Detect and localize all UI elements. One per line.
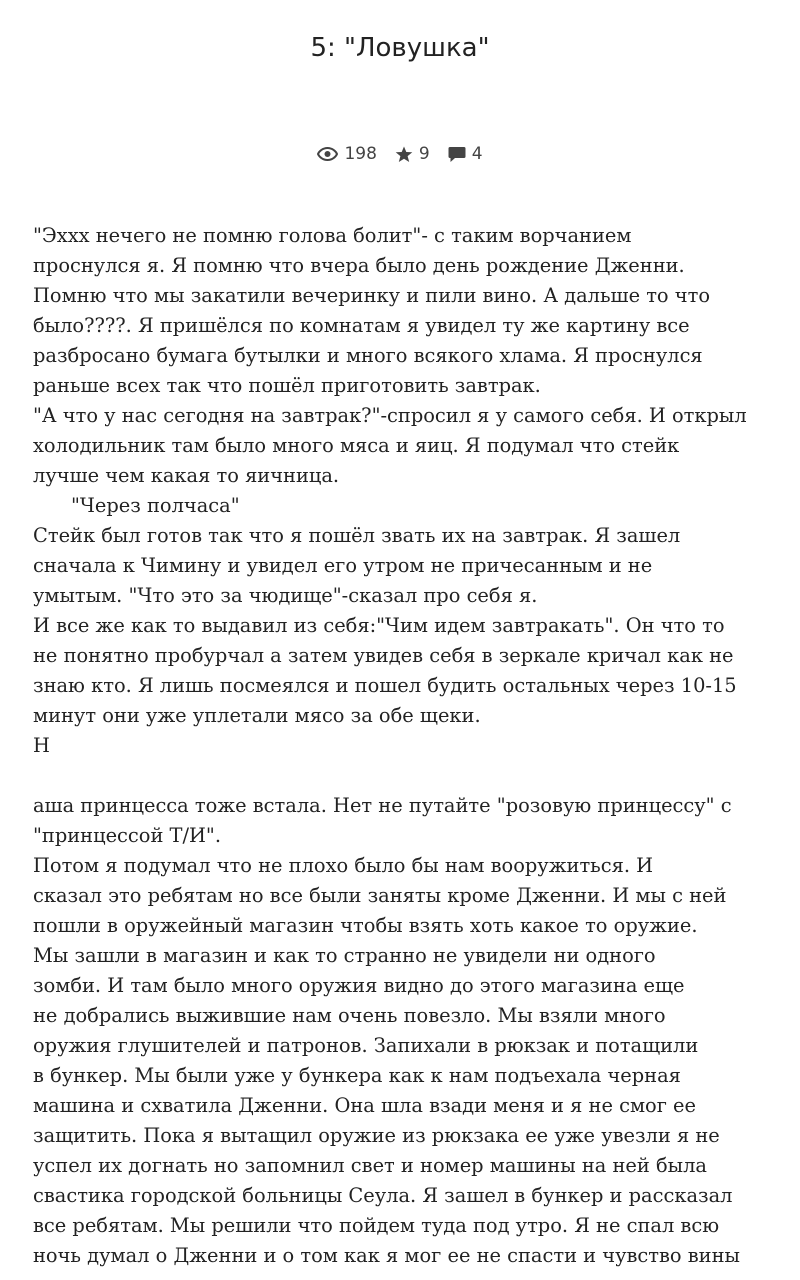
- story-blank-line: [33, 761, 773, 791]
- comments-stat: [448, 144, 483, 164]
- story-line: зомби. И там было много оружия видно до этого магазина еще: [33, 974, 685, 997]
- story-line: оружия глушителей и патронов. Запихали в рюкзак и потащили: [33, 1034, 699, 1057]
- votes-stat: [395, 144, 430, 164]
- story-line: аша принцесса тоже встала. Нет не путайте "розовую принцессу" с: [33, 794, 732, 817]
- story-line: не добрались выжившие нам очень повезло. Мы взяли много: [33, 1004, 666, 1027]
- story-line: знаю кто. Я лишь посмеялся и пошел будить остальных через 10-15: [33, 674, 737, 697]
- story-line: "Через полчаса": [71, 494, 240, 517]
- story-line: Стейк был готов так что я пошёл звать их на завтрак. Я зашел: [33, 524, 681, 547]
- star-icon: [395, 146, 413, 163]
- story-line: лучше чем какая то яичница.: [33, 464, 340, 487]
- votes-count: 9: [418, 144, 430, 164]
- story-line: холодильник там было много мяса и яиц. Я подумал что стейк: [33, 434, 680, 457]
- story-line: проснулся я. Я помню что вчера было день рождение Дженни.: [33, 254, 685, 277]
- story-line: Потом я подумал что не плохо было бы нам вооружиться. И: [33, 854, 654, 877]
- story-line: свастика городской больницы Сеула. Я зашел в бункер и рассказал: [33, 1184, 733, 1207]
- story-line: разбросано бумага бутылки и много всякого хлама. Я проснулся: [33, 344, 703, 367]
- story-line: машина и схватила Дженни. Она шла взади меня и я не смог ее: [33, 1094, 696, 1117]
- story-line: сначала к Чимину и увидел его утром не причесанным и не: [33, 554, 653, 577]
- eye-icon: [317, 147, 338, 161]
- story-line: Помню что мы закатили вечеринку и пили вино. А дальше то что: [33, 284, 710, 307]
- views-count: 198: [344, 144, 377, 164]
- story-line: ночь думал о Дженни и о том как я мог ее не спасти и чувство вины: [33, 1244, 740, 1267]
- views-stat: [317, 144, 376, 164]
- story-line: "Эххх нечего не помню голова болит"- с таким ворчанием: [33, 224, 632, 247]
- story-line: "А что у нас сегодня на завтрак?"-спросил я у самого себя. И открыл: [33, 404, 747, 427]
- story-line: в бункер. Мы были уже у бункера как к нам подъехала черная: [33, 1064, 681, 1087]
- story-line: раньше всех так что пошёл приготовить завтрак.: [33, 374, 541, 397]
- story-line: умытым. "Что это за чюдище"-сказал про себя я.: [33, 584, 538, 607]
- story-line: Н: [33, 734, 50, 757]
- story-line: пошли в оружейный магазин чтобы взять хоть какое то оружие.: [33, 914, 698, 937]
- story-line: не понятно пробурчал а затем увидев себя в зеркале кричал как не: [33, 644, 734, 667]
- chapter-stats: [0, 144, 800, 164]
- story-line: И все же как то выдавил из себя:"Чим идем завтракать". Он что то: [33, 614, 725, 637]
- story-line: "принцессой Т/И".: [33, 824, 221, 847]
- comments-count: 4: [471, 144, 483, 164]
- story-line: Мы зашли в магазин и как то странно не увидели ни одного: [33, 944, 656, 967]
- story-line: успел их догнать но запомнил свет и номер машины на ней была: [33, 1154, 707, 1177]
- story-line: защитить. Пока я вытащил оружие из рюкзака ее уже увезли я не: [33, 1124, 720, 1147]
- story-line: сказал это ребятам но все были заняты кроме Дженни. И мы с ней: [33, 884, 727, 907]
- story-text: [33, 221, 773, 1271]
- comment-icon: [448, 146, 466, 163]
- story-line: минут они уже уплетали мясо за обе щеки.: [33, 704, 481, 727]
- story-line: было????. Я пришёлся по комнатам я увидел ту же картину все: [33, 314, 690, 337]
- story-line: все ребятам. Мы решили что пойдем туда под утро. Я не спал всю: [33, 1214, 720, 1237]
- chapter-title: 5: "Ловушка": [310, 33, 490, 63]
